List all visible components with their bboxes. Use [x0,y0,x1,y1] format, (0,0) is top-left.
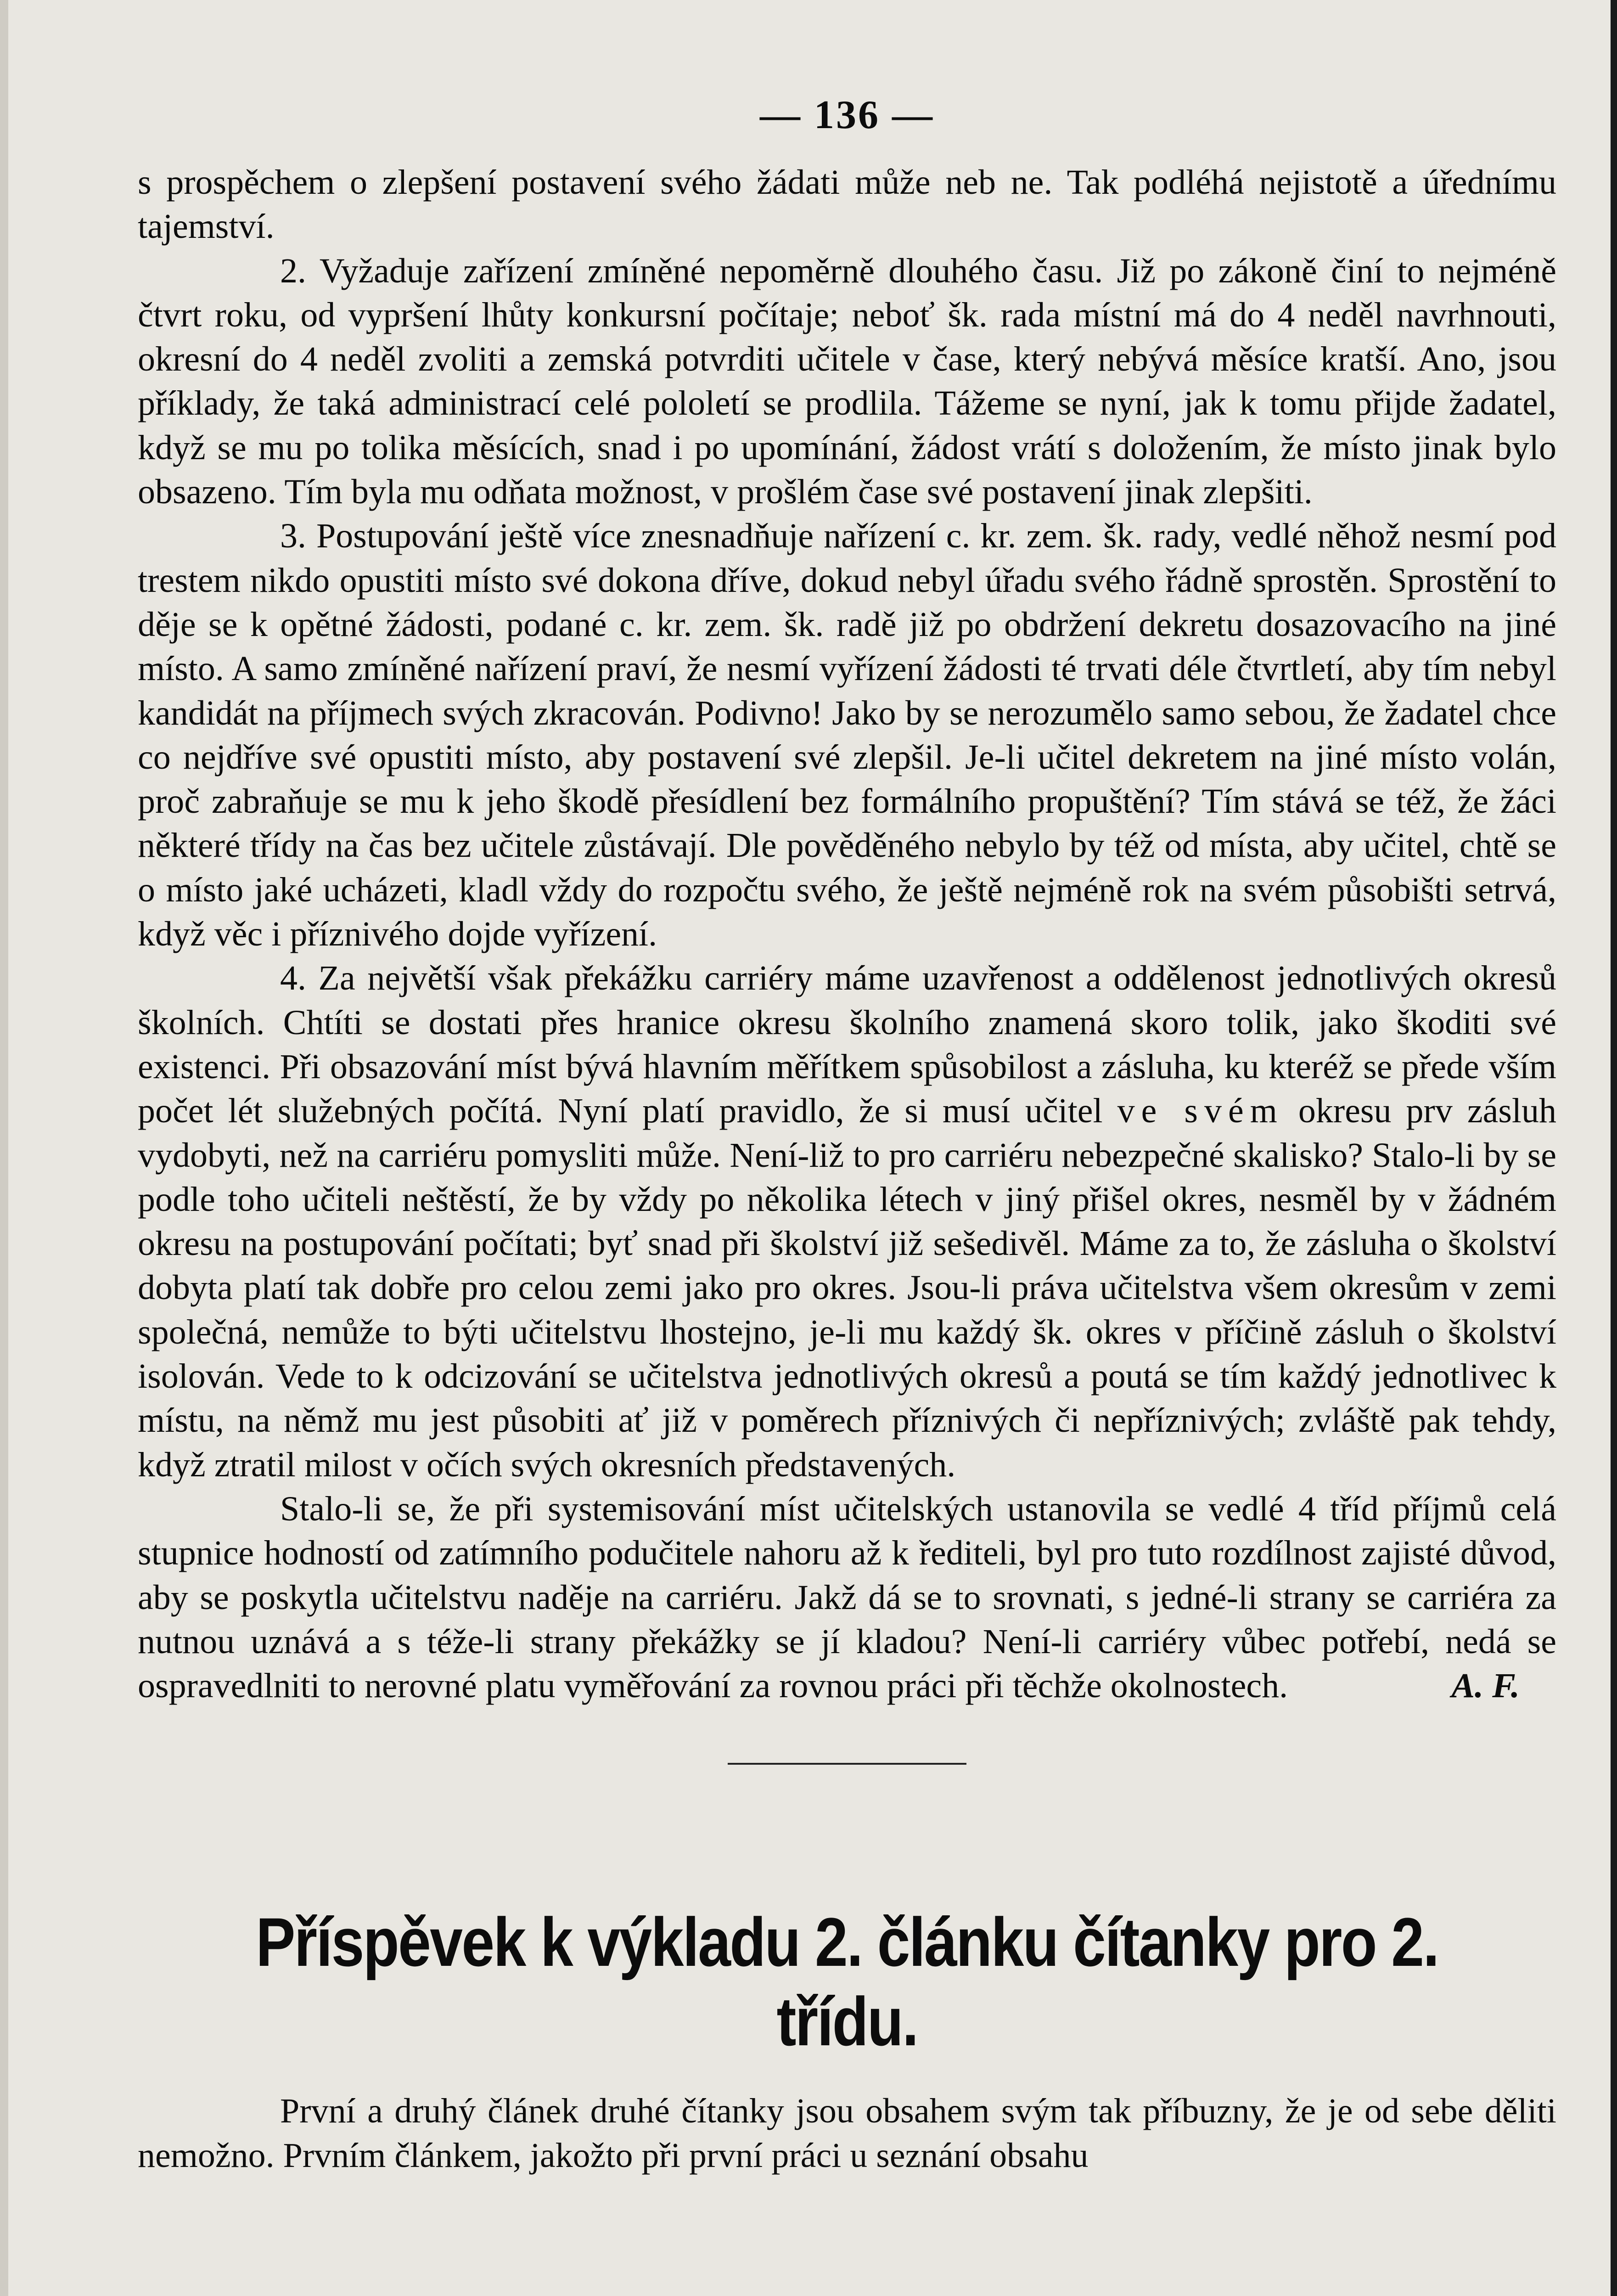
paragraph-point-2: 2. Vyžaduje zařízení zmíněné nepoměrně dlouhého času. Již po zákoně činí to nejméně čtvrt roku, od vypršení lhůty konkursní počítaje; neboť šk. rada místní má do 4 neděl navrhnouti, okresní do 4 neděl zvoliti a zemská potvrditi učitele v čase, který nebývá měsíce kratší. Ano, jsou příklady, že taká administrací celé pololetí se prodlila. Tážeme se nyní, jak k tomu přijde žadatel, když se mu po tolika měsících, snad i po upomínání, žádost vrátí s doložením, že místo jinak bylo obsazeno. Tím byla mu odňata možnost, v prošlém čase své postavení jinak zlepšiti. [138,251,1556,512]
spaced-emphasis: ve svém [1117,1092,1284,1131]
paragraph-continuation: s prospěchem o zlepšení postavení svého žádati může neb ne. Tak podléhá nejistotě a úřednímu tajemství. [138,163,1556,246]
section-divider [728,1763,966,1765]
article-intro-paragraph: První a druhý článek druhé čítanky jsou obsahem svým tak příbuzny, že je od sebe děliti nemožno. Prvním článkem, jakožto při první práci u seznání obsahu [138,2092,1556,2175]
paragraph-closing [138,1487,1556,1708]
page-number: — 136 — [760,93,934,137]
document-page [138,92,1556,2178]
paragraph-point-4 [138,956,1556,1487]
paragraph-point-4-part1: 4. Za největší však překážku carriéry máme uzavřenost a oddělenost jednotlivých okresů školních. Chtíti se dostati přes hranice okresu školního znamená skoro tolik, jako škoditi své existenci. Při obsazování míst bývá hlavním měřítkem spůsobilost a zásluha, ku kteréž se přede vším počet lét služebných počítá. Nyní platí pravidlo, že si musí učitel [138,959,1556,1131]
author-signature: A. F. [1451,1666,1520,1705]
paragraph-point-4-part2: okresu prv zásluh vydobyti, než na carriéru pomysliti může. Není-liž to pro carriéru nebezpečné skalisko? Stalo-li by se podle toho učiteli neštěstí, že by vždy po několika létech v jiný přišel okres, nesměl by v žádném okresu na postupování počítati; byť snad při školství již sešedivěl. Máme za to, že zásluha o školství dobyta platí tak dobře pro celou zemi jako pro okres. Jsou-li práva učitelstva všem okresům v zemi společná, nemůže to býti učitelstvu lhostejno, je-li mu každý šk. okres v příčině zásluh o školství isolován. Vede to k odcizování se učitelstva jednotlivých okresů a poutá se tím každý jednotlivec k místu, na němž mu jest působiti ať již v poměrech příznivých či nepříznivých; zvláště pak tehdy, když ztratil milost v očích svých okresních představených. [138,1092,1557,1484]
article-title: Příspěvek k výkladu 2. článku čítanky pro 2. třídu. [256,1903,1438,2060]
paragraph-closing-text: Stalo-li se, že při systemisování míst učitelských ustanovila se vedlé 4 tříd příjmů celá stupnice hodností od zatímního podučitele nahoru až k řediteli, byl pro tuto rozdílnost zajisté důvod, aby se poskytla učitelstvu naděje na carriéru. Jakž dá se to srovnati, s jedné-li strany se carriéra za nutnou uznává a s téže-li strany překážky se jí kladou? Není-li carriéry vůbec potřebí, nedá se ospravedlniti to nerovné platu vyměřování za rovnou práci při těchže okolnostech. [138,1489,1556,1705]
paragraph-point-3: 3. Postupování ještě více znesnadňuje nařízení c. kr. zem. šk. rady, vedlé něhož nesmí pod trestem nikdo opustiti místo své dokona dříve, dokud nebyl úřadu svého řádně sprostěn. Sprostění to děje se k opětné žádosti, podané c. kr. zem. šk. radě již po obdržení dekretu dosazovacího na jiné místo. A samo zmíněné nařízení praví, že nesmí vyřízení žádosti té trvati déle čtvrtletí, aby tím nebyl kandidát na příjmech svých zkracován. Podivno! Jako by se nerozumělo samo sebou, že žadatel chce co nejdříve své opustiti místo, aby postavení své zlepšil. Je-li učitel dekretem na jiné místo volán, proč zabraňuje se mu k jeho škodě přesídlení bez formálního propuštění? Tím stává se též, že žáci některé třídy na čas bez učitele zůstávají. Dle pověděného nebylo by též od místa, aby učitel, chtě se o místo jaké ucházeti, kladl vždy do rozpočtu svého, že ještě nejméně rok na svém působišti setrvá, když věc i příznivého dojde vyřízení. [138,517,1556,954]
